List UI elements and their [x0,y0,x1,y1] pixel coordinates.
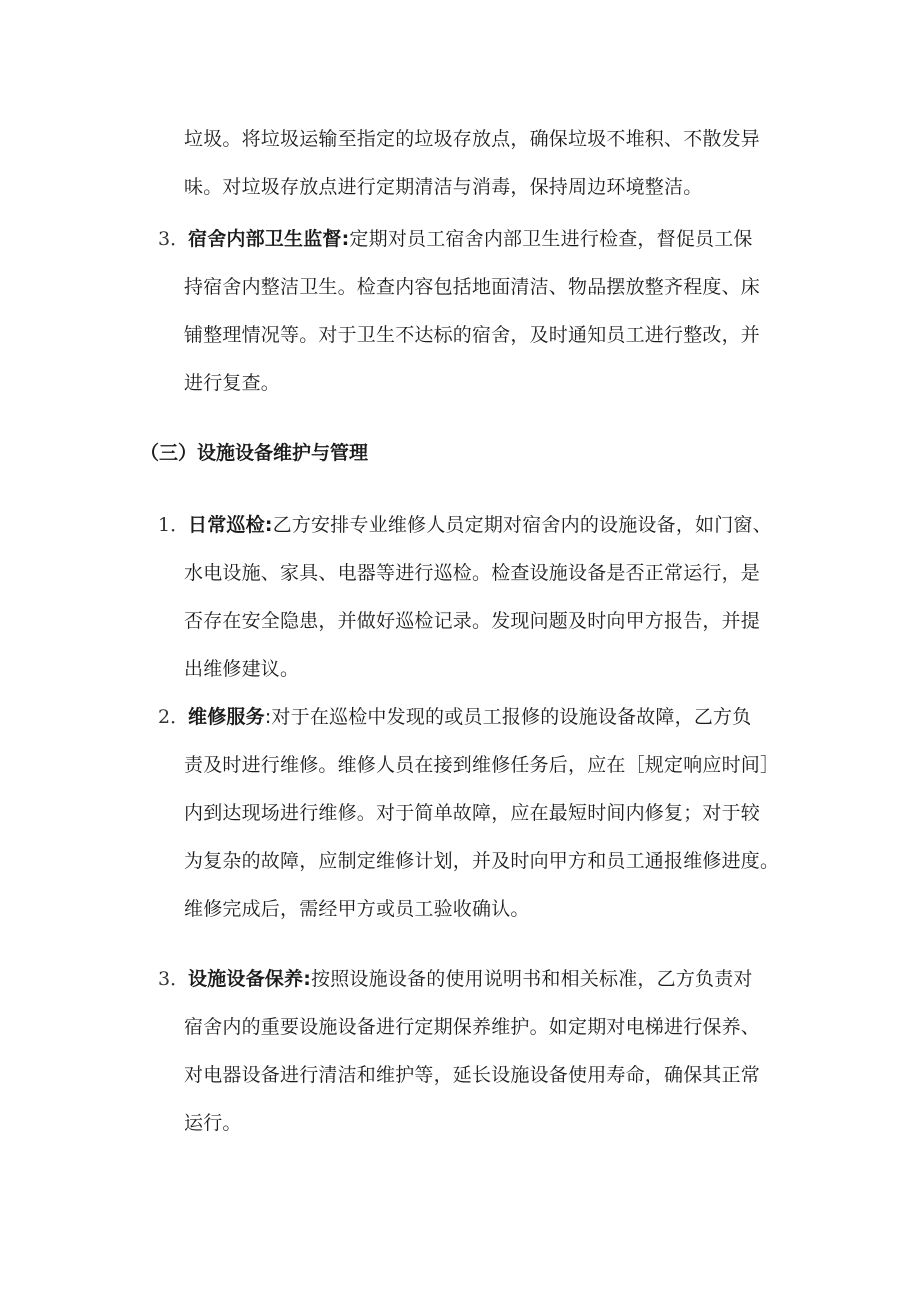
paragraph-line: 出维修建议。 [184,658,300,680]
list-number: 3． [158,228,190,250]
paragraph-line: 铺整理情况等。对于卫生不达标的宿舍，及时通知员工进行整改，并 [184,324,761,346]
paragraph-line: 责及时进行维修。维修人员在接到维修任务后，应在［规定响应时间］ [184,754,780,776]
item-term: 宿舍内部卫生监督 [188,228,342,250]
list-item-first-line [188,704,751,730]
item-text: 乙方安排专业维修人员定期对宿舍内的设施设备，如门窗、 [272,514,772,536]
item-term: 维修服务 [188,706,265,728]
paragraph-line: 为复杂的故障，应制定维修计划，并及时向甲方和员工通报维修进度。 [184,850,780,872]
section-heading: （三）设施设备维护与管理 [140,442,369,464]
item-term: 设施设备保养 [188,968,304,990]
list-number: 1． [158,514,190,536]
paragraph-line: 进行复查。 [184,372,281,394]
item-term: 日常巡检 [188,514,265,536]
paragraph-line: 维修完成后，需经甲方或员工验收确认。 [184,898,530,920]
list-item-first-line [188,226,753,252]
paragraph-line: 持宿舍内整洁卫生。检查内容包括地面清洁、物品摆放整齐程度、床 [184,276,761,298]
paragraph-line: 水电设施、家具、电器等进行巡检。检查设施设备是否正常运行，是 [184,562,761,584]
item-separator: : [303,968,312,990]
item-text: 对于在巡检中发现的或员工报修的设施设备故障，乙方负 [271,706,752,728]
paragraph-line: 垃圾。将垃圾运输至指定的垃圾存放点，确保垃圾不堆积、不散发异 [184,128,761,150]
paragraph-line: 对电器设备进行清洁和维护等，延长设施设备使用寿命，确保其正常 [184,1064,761,1086]
paragraph-line: 味。对垃圾存放点进行定期清洁与消毒，保持周边环境整洁。 [184,176,703,198]
item-separator: : [264,706,272,728]
item-text: 按照设施设备的使用说明书和相关标准，乙方负责对 [311,968,753,990]
list-number: 3． [158,968,190,990]
paragraph-line: 内到达现场进行维修。对于简单故障，应在最短时间内修复；对于较 [184,802,761,824]
item-separator: : [341,228,350,250]
paragraph-line: 否存在安全隐患，并做好巡检记录。发现问题及时向甲方报告，并提 [184,610,761,632]
list-item-first-line [188,966,753,992]
paragraph-line: 宿舍内的重要设施设备进行定期保养维护。如定期对电梯进行保养、 [184,1016,761,1038]
paragraph-line: 运行。 [184,1112,242,1134]
list-number: 2． [158,706,190,728]
item-separator: : [264,514,273,536]
list-item-first-line [188,512,772,538]
item-text: 定期对员工宿舍内部卫生进行检查，督促员工保 [349,228,753,250]
